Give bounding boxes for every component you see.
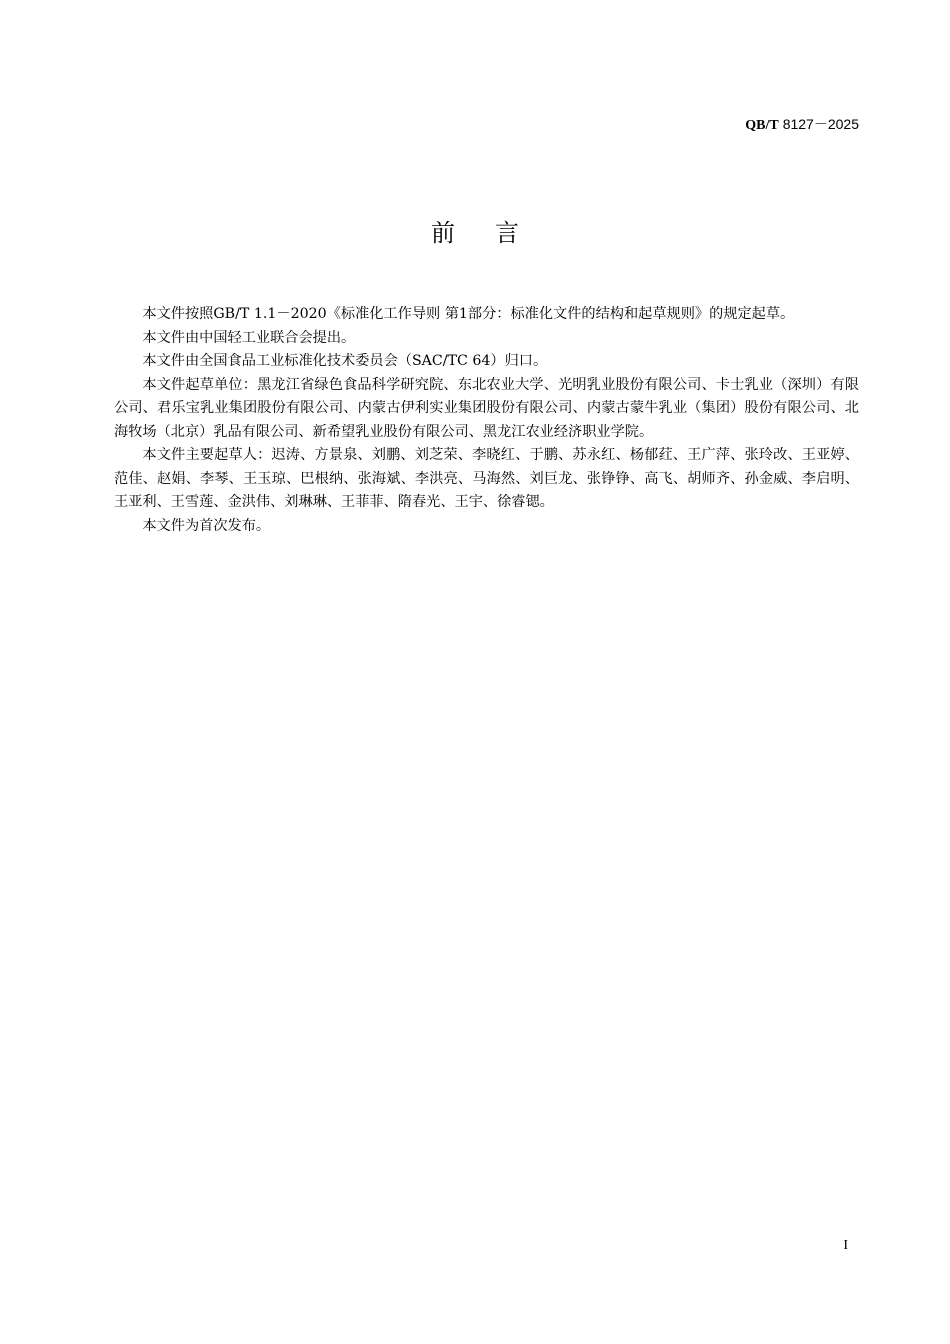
standard-code-number: 8127－2025: [782, 116, 859, 132]
page-number: I: [843, 1238, 848, 1253]
paragraph-proposer: 本文件由中国轻工业联合会提出。: [142, 329, 356, 346]
page-title: 前言: [431, 219, 559, 247]
paragraph-main-drafters: 本文件主要起草人：迟涛、方景泉、刘鹏、刘芝荣、李晓红、于鹏、苏永红、杨郁荭、王广萍、张玲改、王亚婷、范佳、赵娟、李琴、王玉琼、巴根纳、张海斌、李洪亮、马海然、刘巨龙、张铮铮、高飞、胡师齐、孙金威、李启明、王亚利、王雪莲、金洪伟、刘琳琳、王菲菲、隋春光、王宇、徐睿锶。: [114, 447, 859, 510]
foreword-body: [114, 303, 859, 538]
standard-code: [745, 115, 859, 135]
standard-code-prefix: QB/T: [745, 118, 779, 133]
paragraph-drafting-rules: 本文件按照GB/T 1.1－2020《标准化工作导则 第1部分：标准化文件的结构和起草规则》的规定起草。: [142, 306, 795, 322]
paragraph-first-release: 本文件为首次发布。: [142, 517, 271, 534]
paragraph-centralized-management: 本文件由全国食品工业标准化技术委员会（SAC/TC 64）归口。: [142, 353, 548, 369]
paragraph-drafting-organizations: 本文件起草单位：黑龙江省绿色食品科学研究院、东北农业大学、光明乳业股份有限公司、卡士乳业（深圳）有限公司、君乐宝乳业集团股份有限公司、内蒙古伊利实业集团股份有限公司、内蒙古蒙牛乳业（集团）股份有限公司、北海牧场（北京）乳品有限公司、新希望乳业股份有限公司、黑龙江农业经济职业学院。: [114, 376, 859, 440]
